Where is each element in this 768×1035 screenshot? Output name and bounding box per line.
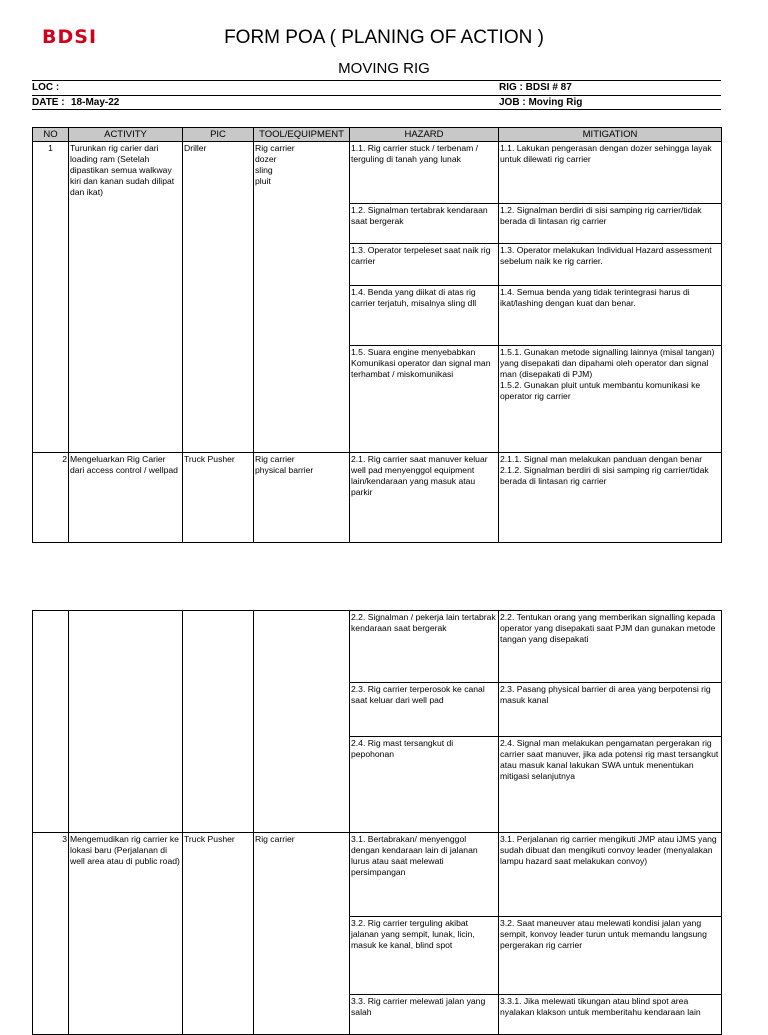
- col-mitigation: MITIGATION: [499, 128, 722, 142]
- row-mitigation: 2.4. Signal man melakukan pengamatan pergerakan rig carrier saat manuver, jika ada potensi rig mast tersangkut atau masuk kanal lakukan SWA untuk menentukan mitigasi selanjutnya: [499, 737, 722, 833]
- row-hazard: 2.4. Rig mast tersangkut di pepohonan: [350, 737, 499, 833]
- rig-info: RIG : BDSI # 87: [499, 82, 572, 93]
- row-mitigation: 1.5.1. Gunakan metode signalling lainnya (misal tangan) yang disepakati dan dipahami oleh operator dan signal man (disepakati di PJM) 1.5.2. Gunakan pluit untuk membantu komunikasi ke operator rig carrier: [499, 346, 722, 453]
- poa-table-page2: [32, 610, 722, 1035]
- row-activity: Turunkan rig carier dari loading ram (Setelah dipastikan semua walkway kiri dan kanan sudah dilipat dan ikat): [69, 142, 183, 453]
- row-pic: [183, 611, 254, 833]
- job-info: JOB : Moving Rig: [499, 97, 583, 108]
- row-pic: Truck Pusher: [183, 833, 254, 1035]
- row-no: 3: [33, 833, 69, 1035]
- row-hazard: 2.1. Rig carrier saat manuver keluar well pad menyenggol equipment lain/kendaraan yang masuk atau parkir: [350, 453, 499, 543]
- row-no: 1: [33, 142, 69, 453]
- form-subtitle: MOVING RIG: [338, 60, 430, 77]
- divider: [32, 80, 721, 81]
- row-activity: Mengemudikan rig carrier ke lokasi baru (Perjalanan di well area atau di public road): [69, 833, 183, 1035]
- row-hazard: 1.3. Operator terpeleset saat naik rig carrier: [350, 244, 499, 286]
- col-tools: TOOL/EQUIPMENT: [254, 128, 350, 142]
- row-mitigation: 3.1. Perjalanan rig carrier mengikuti JMP atau iJMS yang sudah dibuat dan mengikuti convoy leader (menyalakan lampu hazard saat melakukan convoy): [499, 833, 722, 917]
- col-no: NO: [33, 128, 69, 142]
- col-pic: PIC: [183, 128, 254, 142]
- row-activity: [69, 611, 183, 833]
- row-hazard: 1.2. Signalman tertabrak kendaraan saat bergerak: [350, 204, 499, 244]
- row-no: [33, 611, 69, 833]
- form-title: FORM POA ( PLANING OF ACTION ): [224, 27, 544, 48]
- row-mitigation: 1.4. Semua benda yang tidak terintegrasi harus di ikat/lashing dengan kuat dan benar.: [499, 286, 722, 346]
- row-mitigation: 2.2. Tentukan orang yang memberikan signalling kepada operator yang disepakati saat PJM dan gunakan metode tangan yang disepakati: [499, 611, 722, 683]
- row-mitigation: 1.2. Signalman berdiri di sisi samping rig carrier/tidak berada di lintasan rig carrier: [499, 204, 722, 244]
- row-hazard: 1.4. Benda yang diikat di atas rig carrier terjatuh, misalnya sling dll: [350, 286, 499, 346]
- divider: [32, 109, 721, 110]
- row-hazard: 3.3. Rig carrier melewati jalan yang salah: [350, 995, 499, 1035]
- row-tools: Rig carrier: [254, 833, 350, 1035]
- table-header-row: [33, 128, 722, 142]
- table-row: [33, 453, 722, 543]
- row-mitigation: 1.3. Operator melakukan Individual Hazard assessment sebelum naik ke rig carrier.: [499, 244, 722, 286]
- date-value: 18-May-22: [71, 97, 120, 108]
- loc-label: LOC :: [32, 82, 60, 93]
- row-hazard: 2.2. Signalman / pekerja lain tertabrak kendaraan saat bergerak: [350, 611, 499, 683]
- row-hazard: 1.1. Rig carrier stuck / terbenam / terguling di tanah yang lunak: [350, 142, 499, 204]
- col-activity: ACTIVITY: [69, 128, 183, 142]
- row-pic: Driller: [183, 142, 254, 453]
- row-mitigation: 3.3.1. Jika melewati tikungan atau blind spot area nyalakan klakson untuk memberitahu kendaraan lain: [499, 995, 722, 1035]
- table-row: [33, 142, 722, 204]
- divider: [32, 95, 721, 96]
- row-no: 2: [33, 453, 69, 543]
- poa-table-page1: [32, 127, 722, 543]
- row-hazard: 2.3. Rig carrier terperosok ke canal saat keluar dari well pad: [350, 683, 499, 737]
- row-mitigation: 2.3. Pasang physical barrier di area yang berpotensi rig masuk kanal: [499, 683, 722, 737]
- row-activity: Mengeluarkan Rig Carier dari access control / wellpad: [69, 453, 183, 543]
- row-mitigation: 2.1.1. Signal man melakukan panduan dengan benar 2.1.2. Signalman berdiri di sisi samping rig carrier/tidak berada di lintasan rig carrier: [499, 453, 722, 543]
- table-row: [33, 833, 722, 917]
- row-tools: Rig carrier dozer sling pluit: [254, 142, 350, 453]
- row-hazard: 3.1. Bertabrakan/ menyenggol dengan kendaraan lain di jalanan lurus atau saat melewati persimpangan: [350, 833, 499, 917]
- company-logo: BDSI: [42, 26, 98, 48]
- date-label: DATE :: [32, 97, 65, 108]
- table-row: [33, 611, 722, 683]
- row-pic: Truck Pusher: [183, 453, 254, 543]
- row-hazard: 3.2. Rig carrier terguling akibat jalanan yang sempit, lunak, licin, masuk ke kanal, blind spot: [350, 917, 499, 995]
- row-hazard: 1.5. Suara engine menyebabkan Komunikasi operator dan signal man terhambat / miskomunikasi: [350, 346, 499, 453]
- row-tools: Rig carrier physical barrier: [254, 453, 350, 543]
- row-mitigation: 1.1. Lakukan pengerasan dengan dozer sehingga layak untuk dilewati rig carrier: [499, 142, 722, 204]
- col-hazard: HAZARD: [350, 128, 499, 142]
- row-mitigation: 3.2. Saat maneuver atau melewati kondisi jalan yang sempit, konvoy leader turun untuk memandu langsung pergerakan rig carrier: [499, 917, 722, 995]
- row-tools: [254, 611, 350, 833]
